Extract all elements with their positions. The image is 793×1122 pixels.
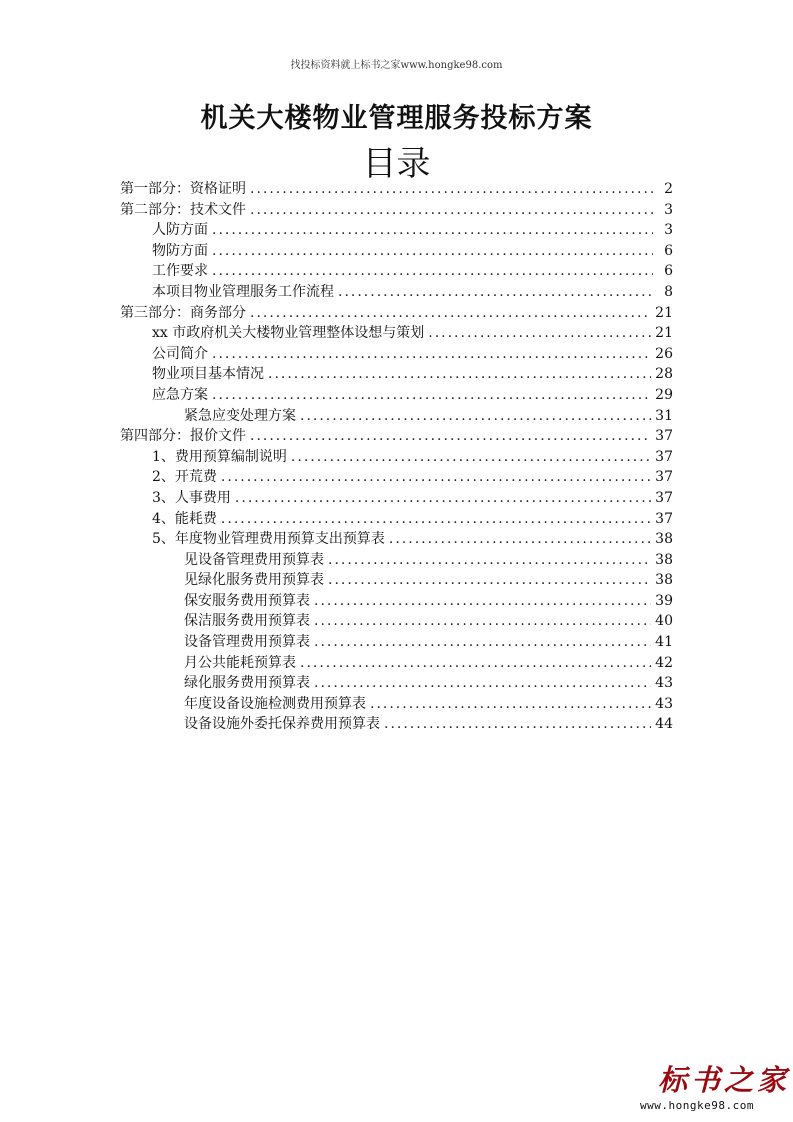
toc-entry-page: 21 bbox=[655, 304, 673, 321]
toc-entry-page: 3 bbox=[664, 201, 673, 218]
toc-entry[interactable] bbox=[120, 303, 673, 324]
toc-entry-page: 41 bbox=[655, 634, 673, 651]
toc-leader-dots bbox=[314, 611, 651, 632]
toc-leader-dots bbox=[314, 591, 651, 612]
toc-entry-label: 月公共能耗预算表 bbox=[184, 654, 296, 671]
toc-leader-dots bbox=[300, 653, 651, 674]
toc-entry-page: 28 bbox=[655, 366, 673, 383]
toc-entry-page: 8 bbox=[664, 283, 673, 300]
toc-entry[interactable] bbox=[120, 611, 673, 632]
toc-entry-page: 39 bbox=[655, 592, 673, 609]
toc-entry[interactable] bbox=[120, 714, 673, 735]
toc-entry-page: 38 bbox=[655, 551, 673, 568]
toc-entry[interactable] bbox=[120, 509, 673, 530]
toc-entry-label: 物业项目基本情况 bbox=[152, 366, 264, 383]
toc-leader-dots bbox=[384, 714, 651, 735]
toc-leader-dots bbox=[250, 426, 651, 447]
toc-entry-page: 29 bbox=[655, 386, 673, 403]
toc-entry-page: 38 bbox=[655, 572, 673, 589]
toc-leader-dots bbox=[250, 179, 653, 200]
toc-leader-dots bbox=[328, 570, 651, 591]
toc-entry-label: 保安服务费用预算表 bbox=[184, 592, 310, 609]
toc-entry-label: 见设备管理费用预算表 bbox=[184, 551, 324, 568]
toc-entry[interactable] bbox=[120, 406, 673, 427]
toc-entry[interactable] bbox=[120, 550, 673, 571]
toc-entry[interactable] bbox=[120, 385, 673, 406]
toc-entry-page: 38 bbox=[655, 531, 673, 548]
toc-entry[interactable] bbox=[120, 653, 673, 674]
toc-leader-dots bbox=[221, 467, 651, 488]
toc-entry-page: 42 bbox=[655, 654, 673, 671]
toc-entry-label: 本项目物业管理服务工作流程 bbox=[152, 283, 334, 300]
toc-leader-dots bbox=[250, 200, 653, 221]
toc-entry-label: 第四部分：报价文件 bbox=[120, 428, 246, 445]
toc-entry-label: 工作要求 bbox=[152, 263, 208, 280]
toc-entry[interactable] bbox=[120, 241, 673, 262]
toc-entry-page: 37 bbox=[655, 510, 673, 527]
toc-heading: 目录 bbox=[362, 144, 431, 184]
toc-entry[interactable] bbox=[120, 426, 673, 447]
toc-entry[interactable] bbox=[120, 282, 673, 303]
logo-url: www.hongke98.com bbox=[640, 1099, 754, 1112]
toc-leader-dots bbox=[291, 447, 651, 468]
toc-entry[interactable] bbox=[120, 591, 673, 612]
toc-entry-label: 绿化服务费用预算表 bbox=[184, 675, 310, 692]
toc-entry-page: 3 bbox=[664, 222, 673, 239]
toc-leader-dots bbox=[250, 303, 651, 324]
toc-leader-dots bbox=[235, 488, 651, 509]
toc-entry-label: 第二部分：技术文件 bbox=[120, 201, 246, 218]
toc-entry-page: 37 bbox=[655, 428, 673, 445]
toc-entry[interactable] bbox=[120, 529, 673, 550]
toc-entry-page: 26 bbox=[655, 345, 673, 362]
toc-entry-page: 31 bbox=[655, 407, 673, 424]
toc-entry[interactable] bbox=[120, 467, 673, 488]
toc-entry-label: 见绿化服务费用预算表 bbox=[184, 572, 324, 589]
toc-entry-label: 应急方案 bbox=[152, 386, 208, 403]
logo-text: 标书之家 bbox=[658, 1063, 791, 1097]
toc-entry-label: 设备设施外委托保养费用预算表 bbox=[184, 716, 380, 733]
toc-entry[interactable] bbox=[120, 364, 673, 385]
table-of-contents bbox=[120, 179, 673, 735]
toc-entry-label: 5、年度物业管理费用预算支出预算表 bbox=[152, 531, 385, 548]
toc-entry[interactable] bbox=[120, 220, 673, 241]
toc-leader-dots bbox=[212, 241, 653, 262]
toc-leader-dots bbox=[428, 323, 651, 344]
toc-entry[interactable] bbox=[120, 323, 673, 344]
toc-entry-page: 2 bbox=[664, 181, 673, 197]
toc-entry-label: 物防方面 bbox=[152, 242, 208, 259]
toc-entry[interactable] bbox=[120, 261, 673, 282]
toc-entry-label: 2、开荒费 bbox=[152, 469, 217, 486]
toc-entry-page: 6 bbox=[664, 242, 673, 259]
toc-entry-page: 40 bbox=[655, 613, 673, 630]
toc-entry-label: xx 市政府机关大楼物业管理整体设想与策划 bbox=[152, 325, 425, 342]
toc-entry[interactable] bbox=[120, 200, 673, 221]
toc-entry-label: 保洁服务费用预算表 bbox=[184, 613, 310, 630]
toc-entry-page: 43 bbox=[655, 695, 673, 712]
toc-leader-dots bbox=[370, 694, 651, 715]
toc-entry[interactable] bbox=[120, 179, 673, 200]
toc-entry-page: 37 bbox=[655, 448, 673, 465]
toc-leader-dots bbox=[268, 364, 651, 385]
toc-entry-page: 43 bbox=[655, 675, 673, 692]
toc-leader-dots bbox=[328, 550, 651, 571]
toc-leader-dots bbox=[314, 673, 651, 694]
toc-entry-label: 4、能耗费 bbox=[152, 510, 217, 527]
toc-leader-dots bbox=[212, 261, 653, 282]
toc-entry-label: 公司简介 bbox=[152, 345, 208, 362]
brand-logo bbox=[640, 1058, 790, 1118]
toc-entry-page: 37 bbox=[655, 489, 673, 506]
toc-leader-dots bbox=[338, 282, 653, 303]
toc-leader-dots bbox=[212, 385, 651, 406]
document-title: 机关大楼物业管理服务投标方案 bbox=[200, 103, 593, 134]
toc-entry-label: 3、人事费用 bbox=[152, 489, 231, 506]
toc-entry-label: 人防方面 bbox=[152, 222, 208, 239]
toc-leader-dots bbox=[389, 529, 651, 550]
toc-leader-dots bbox=[300, 406, 651, 427]
toc-leader-dots bbox=[212, 220, 653, 241]
toc-entry[interactable] bbox=[120, 694, 673, 715]
toc-entry-label: 设备管理费用预算表 bbox=[184, 634, 310, 651]
toc-entry[interactable] bbox=[120, 673, 673, 694]
toc-entry-label: 第一部分：资格证明 bbox=[120, 181, 246, 197]
toc-entry-page: 44 bbox=[655, 716, 673, 733]
toc-entry-label: 第三部分：商务部分 bbox=[120, 304, 246, 321]
toc-entry-label: 1、费用预算编制说明 bbox=[152, 448, 287, 465]
toc-entry-label: 紧急应变处理方案 bbox=[184, 407, 296, 424]
toc-entry-page: 6 bbox=[664, 263, 673, 280]
header-note: 找投标资料就上标书之家www.hongke98.com bbox=[290, 60, 503, 71]
toc-entry[interactable] bbox=[120, 344, 673, 365]
toc-entry[interactable] bbox=[120, 632, 673, 653]
toc-entry-page: 37 bbox=[655, 469, 673, 486]
toc-entry[interactable] bbox=[120, 447, 673, 468]
toc-entry[interactable] bbox=[120, 570, 673, 591]
toc-entry-label: 年度设备设施检测费用预算表 bbox=[184, 695, 366, 712]
toc-leader-dots bbox=[314, 632, 651, 653]
toc-leader-dots bbox=[212, 344, 651, 365]
toc-entry-page: 21 bbox=[655, 325, 673, 342]
toc-entry[interactable] bbox=[120, 488, 673, 509]
toc-leader-dots bbox=[221, 509, 651, 530]
